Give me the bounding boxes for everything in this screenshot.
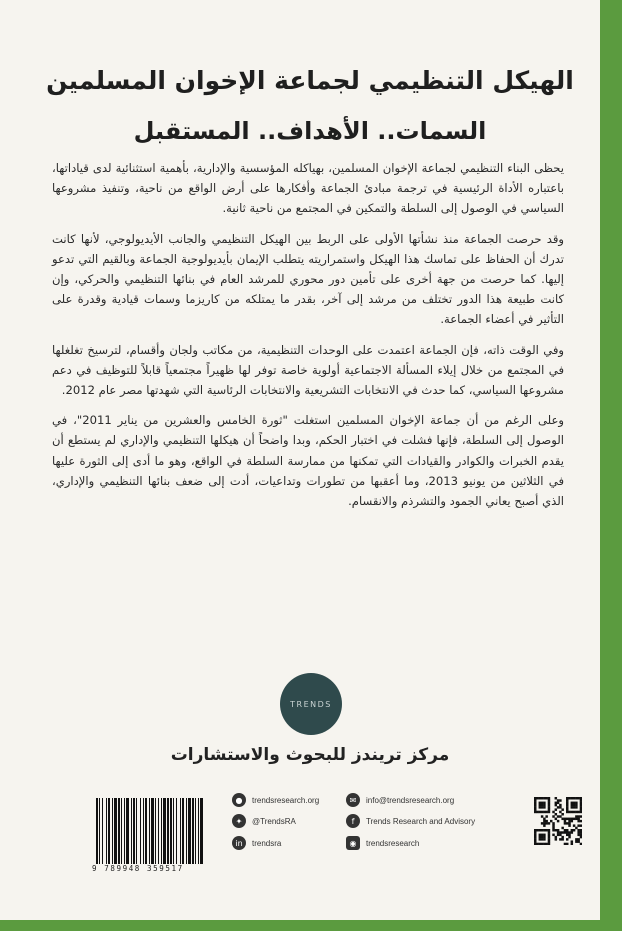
- linkedin-icon: in: [232, 836, 246, 850]
- paragraph-3: وفي الوقت ذاته، فإن الجماعة اعتمدت على الوحدات التنظيمية، من مكاتب ولجان وأقسام، لترسيخ تغلغلها في المجتمع من خلال إيلاء المسألة الاجتماعية أولوية خاصة توفر لها ظهيراً مجتمعياً قابلاً للتوظيف في دعم مشروعها السياسي، كما حدث في الانتخابات التشريعية والانتخابات الرئاسية التي شهدتها مصر عام 2012.: [52, 342, 564, 398]
- qr-code[interactable]: [534, 797, 582, 845]
- paragraph-4: وعلى الرغم من أن جماعة الإخوان المسلمين استغلت "ثورة الخامس والعشرين من يناير 2011"، في الوصول إلى السلطة، فإنها فشلت في اختبار الحكم، وبدا واضحاً أن هيكلها التنظيمي والإداري لم يستطع أن يقدم الخبرات والكوادر والقيادات التي تمكنها من ممارسة السلطة في الواقع، وهو ما أدى إلى الثورة عليها في الثلاثين من يونيو 2013، وما أعقبها من تطورات وتداعيات، أدت إلى ضعف بنائها التنظيمي والإداري، الذي أصبح يعاني الجمود والتشرذم والانقسام.: [52, 413, 564, 509]
- website-text: trendsresearch.org: [252, 795, 320, 805]
- email-text: info@trendsresearch.org: [366, 795, 455, 805]
- contact-website[interactable]: [232, 793, 319, 807]
- barcode-icon: [94, 798, 204, 864]
- globe-icon: ●: [232, 793, 246, 807]
- contact-facebook[interactable]: [346, 814, 475, 828]
- isbn-number: 9 789948 359517: [92, 864, 208, 873]
- green-border-bottom: [0, 920, 622, 931]
- contact-instagram[interactable]: [346, 836, 419, 850]
- qr-code-icon: [534, 797, 582, 845]
- logo-text: TRENDS: [290, 699, 332, 709]
- book-title: الهيكل التنظيمي لجماعة الإخوان المسلمين: [46, 66, 574, 95]
- paragraph-1: يحظى البناء التنظيمي لجماعة الإخوان المسلمين، بهياكله المؤسسية والإدارية، بأهمية استثنائية لدى قياداتها، باعتباره الأداة الرئيسية في ترجمة مبادئ الجماعة وأفكارها على أرض الواقع من ناحية، وتنفيذ مشروعها السياسي في الوصول إلى السلطة والتمكين في المجتمع من ناحية ثانية.: [52, 161, 564, 216]
- linkedin-text: trendsra: [252, 838, 282, 848]
- instagram-text: trendsresearch: [366, 838, 420, 848]
- organization-name: مركز تريندز للبحوث والاستشارات: [170, 745, 450, 765]
- twitter-text: @TrendsRA: [252, 816, 296, 826]
- green-border-right: [600, 0, 622, 931]
- contact-email[interactable]: [346, 793, 454, 807]
- facebook-text: Trends Research and Advisory: [366, 816, 476, 826]
- book-subtitle: السمات.. الأهداف.. المستقبل: [133, 117, 487, 145]
- email-icon: ✉: [346, 793, 360, 807]
- instagram-icon: ◉: [346, 836, 360, 850]
- blurb-text: [52, 158, 564, 521]
- twitter-icon: ✦: [232, 814, 246, 828]
- trends-logo: [280, 673, 342, 735]
- contact-twitter[interactable]: [232, 814, 296, 828]
- facebook-icon: f: [346, 814, 360, 828]
- contact-linkedin[interactable]: [232, 836, 281, 850]
- paragraph-2: وقد حرصت الجماعة منذ نشأتها الأولى على الربط بين الهيكل التنظيمي والجانب الأيديولوجي، لأنها كانت تدرك أن الحفاظ على تماسك هذا الهيكل واستمراريته يتطلب الإيمان بأيديولوجية الجماعة وبالقيم التي تدعو إليها. كما حرصت من جهة أخرى على تأمين دور محوري للمرشد العام في بنائها التنظيمي والحركي، وإن كانت طبيعة هذا الدور تختلف من مرشد إلى آخر، بقدر ما يمتلكه من كاريزما وسمات قيادية وقدرة على التأثير في أعضاء الجماعة.: [52, 231, 564, 327]
